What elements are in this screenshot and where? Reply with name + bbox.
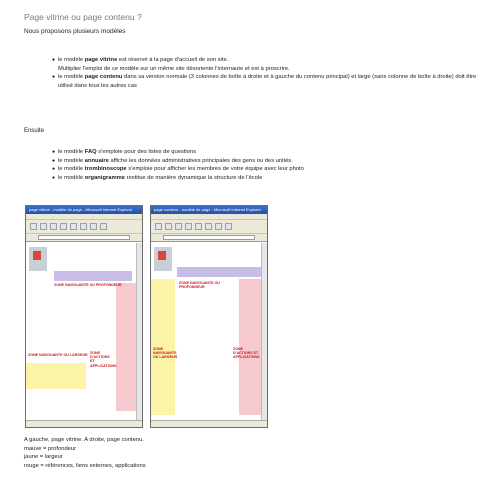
scrollbar [136,243,142,420]
item-text: est réservé à la page d'accueil de son site. [117,57,229,63]
list-item [52,165,482,174]
item-prefix: le modèle [58,74,85,81]
back-icon [30,223,37,230]
search-icon [80,223,87,230]
item-text: s'emploie pour afficher les membres de votre équipe avec leur photo [126,166,304,173]
figure-caption [24,436,146,470]
item-prefix: le modèle [58,57,85,63]
favorites-icon [90,223,97,230]
status-bar [26,420,142,427]
caption-line: A gauche, page vitrine. A droite, page contenu. [24,437,144,443]
label-profondeur: ZONE NAVIGUANTE OU PROFONDEUR [179,281,220,290]
home-icon [195,223,202,230]
zone-jaune-left [26,363,86,389]
model-name: annuaire [84,157,109,164]
item-text: Multiplier l'emploi de ce modèle sur un même site désoriente l'internaute et est à proscrire. [58,65,290,72]
item-text: affiche les données administratives principales des gens ou des unités. [108,157,293,164]
list-item [52,157,482,166]
list-item [52,174,482,183]
stop-icon [175,223,182,230]
model-name: page contenu [84,74,123,81]
status-bar [151,420,267,427]
item-text: restitue de manière dynamique la structure de l'école [125,174,263,181]
label-actions: ZONE D'ACTIONS ET APPLICATIONS [233,347,260,360]
forward-icon [40,223,47,230]
list-item [52,148,482,157]
item-prefix: le modèle [58,174,85,181]
search-icon [205,223,212,230]
model-list-primary [52,56,482,90]
screenshot-page-vitrine [25,205,143,428]
caption-line: jaune = largeur [24,454,63,461]
zone-mauve-top [177,267,261,277]
item-text: dans sa version normale (3 colonnes de boîte à droite et à gauche du contenu principal) et large (sans colonne de boîte à droite) doit être utilisé dans tous les autres cas [58,74,477,89]
page-title: Page vitrine ou page contenu ? [24,12,142,22]
refresh-icon [185,223,192,230]
window-titlebar: page contenu - modèle de page - Microsoft Internet Explorer [151,206,267,214]
list-item [52,56,482,65]
model-name: page vitrine [84,57,118,63]
zone-rouge-right [116,283,138,411]
logo-icon [29,247,47,271]
caption-line: mauve = profondeur [24,445,77,452]
logo-icon [154,247,172,271]
item-prefix: le modèle [58,149,85,155]
zone-mauve-top [54,271,132,281]
browser-toolbar [26,220,142,234]
print-icon [100,223,107,230]
screenshot-page-contenu [150,205,268,428]
label-profondeur: ZONE NAVIGUANTE OU PROFONDEUR [54,283,122,287]
list-item [52,73,482,90]
ensuite-heading: Ensuite [24,128,45,134]
browser-toolbar [151,220,267,234]
page-layout-preview [26,243,136,420]
list-item [52,65,482,74]
intro-text: Nous proposons plusieurs modèles [24,28,126,35]
model-name: trombinoscope [84,166,127,173]
model-name: FAQ [84,149,97,155]
page-layout-preview [151,243,261,420]
favorites-icon [215,223,222,230]
home-icon [70,223,77,230]
label-largeur: ZONE NAVIGUANTE OU LARGEUR [28,353,88,357]
window-titlebar: page vitrine - modèle de page - Microsoft Internet Explorer [26,206,142,214]
address-bar [151,234,267,242]
stop-icon [50,223,57,230]
item-prefix: le modèle [58,157,85,164]
forward-icon [165,223,172,230]
scrollbar [261,243,267,420]
model-list-secondary [52,148,482,182]
print-icon [225,223,232,230]
item-text: s'emploie pour des listes de questions [96,149,197,155]
back-icon [155,223,162,230]
model-name: organigramme [84,174,126,181]
label-actions: ZONE D'ACTIONS ET APPLICATIONS [90,351,117,368]
label-largeur: ZONE NAVIGUANTE OU LARGEUR [153,347,178,360]
address-bar [26,234,142,242]
refresh-icon [60,223,67,230]
caption-line: rouge = références, liens externes, applications [24,462,146,469]
item-prefix: le modèle [58,166,85,173]
